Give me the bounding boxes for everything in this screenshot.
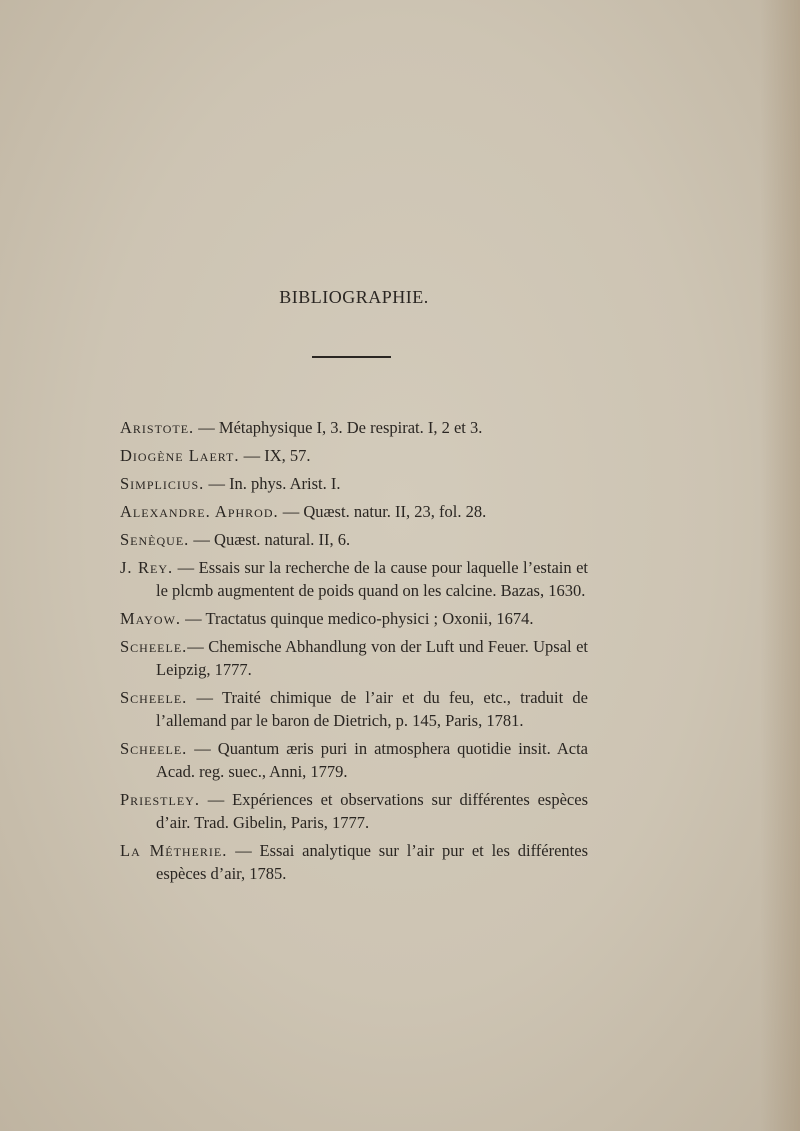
entry-text: — Traité chimique de l’air et du feu, etc., traduit de l’allemand par le baron de Dietrich, p. 145, Paris, 1781.	[156, 688, 588, 730]
bibliography-entry	[120, 416, 588, 439]
entry-text: — In. phys. Arist. I.	[204, 474, 341, 493]
bibliography-entry	[120, 737, 588, 783]
entry-author: Senèque.	[120, 530, 190, 549]
bibliography-entry	[120, 607, 588, 630]
page-edge-shadow	[760, 0, 800, 1131]
entry-text: — Chemische Abhandlung von der Luft und Feuer. Upsal et Leipzig, 1777.	[156, 637, 588, 679]
entry-text: — Essais sur la recherche de la cause pour laquelle l’estain et le plcmb augmentent de poids quand on les calcine. Bazas, 1630.	[156, 558, 588, 600]
entry-text: — Métaphysique I, 3. De respirat. I, 2 et 3.	[194, 418, 483, 437]
entry-author: La Métherie.	[120, 841, 228, 860]
entry-author: Aristote.	[120, 418, 195, 437]
bibliography-entry	[120, 444, 588, 467]
entry-author: Scheele.	[120, 637, 188, 656]
bibliography-entry	[120, 839, 588, 885]
bibliography-entry	[120, 788, 588, 834]
entry-text: — Essai analytique sur l’air pur et les différentes espèces d’air, 1785.	[156, 841, 588, 883]
entry-author: Mayow.	[120, 609, 182, 628]
entry-text: — Tractatus quinque medico-physici ; Oxonii, 1674.	[181, 609, 534, 628]
entry-text: — Quæst. natural. II, 6.	[189, 530, 351, 549]
entry-text: — IX, 57.	[239, 446, 311, 465]
bibliography-entry	[120, 472, 588, 495]
bibliography-entry	[120, 528, 588, 551]
bibliography-entry	[120, 556, 588, 602]
bibliography-list	[120, 416, 588, 890]
entry-text: — Quæst. natur. II, 23, fol. 28.	[278, 502, 487, 521]
entry-author: Scheele.	[120, 688, 188, 707]
entry-author: Scheele.	[120, 739, 188, 758]
bibliography-entry	[120, 686, 588, 732]
entry-text: — Quantum æris puri in atmosphera quotidie insit. Acta Acad. reg. suec., Anni, 1779.	[156, 739, 588, 781]
entry-text: — Expériences et observations sur différentes espèces d’air. Trad. Gibelin, Paris, 1777.	[156, 790, 588, 832]
page-title: BIBLIOGRAPHIE.	[279, 287, 429, 307]
entry-author: Alexandre. Aphrod.	[120, 502, 279, 521]
bibliography-entry	[120, 500, 588, 523]
entry-author: Simplicius.	[120, 474, 205, 493]
entry-author: Diogène Laert.	[120, 446, 240, 465]
title-rule	[312, 356, 391, 358]
entry-author: Priestley.	[120, 790, 200, 809]
bibliography-entry	[120, 635, 588, 681]
entry-author: J. Rey.	[120, 558, 174, 577]
